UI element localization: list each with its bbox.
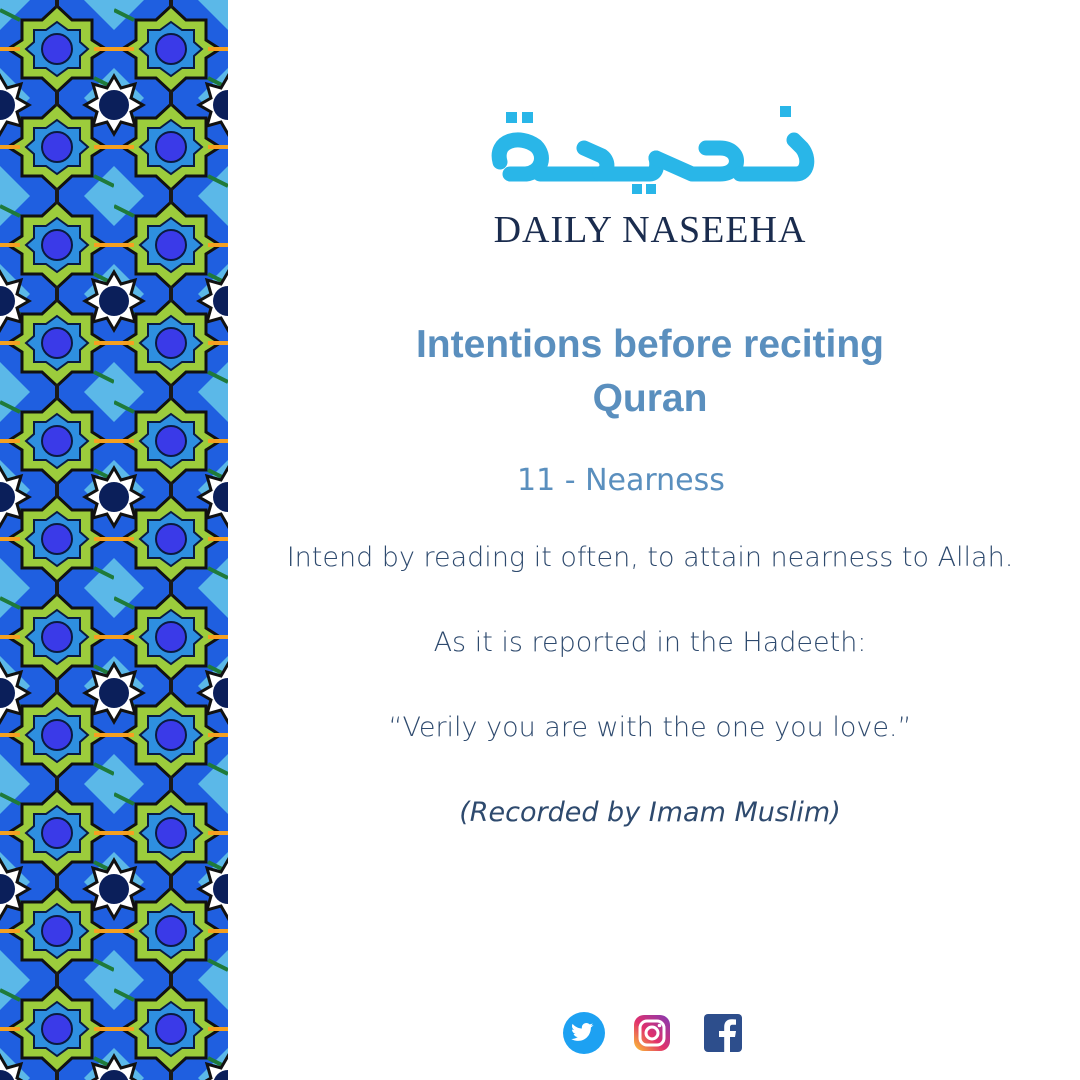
facebook-icon[interactable]: [703, 1012, 743, 1054]
instagram-icon[interactable]: [632, 1012, 672, 1054]
hadeeth-quote: “Verily you are with the one you love.”: [388, 712, 912, 743]
hadeeth-citation: (Recorded by Imam Muslim): [459, 797, 841, 828]
title-line-2: Quran: [592, 377, 708, 420]
daily-naseeha-logo: [470, 100, 830, 260]
twitter-icon[interactable]: [563, 1012, 605, 1054]
body-line-intention: Intend by reading it often, to attain nearness to Allah.: [286, 542, 1014, 573]
body-line-hadeeth-intro: As it is reported in the Hadeeth:: [433, 627, 867, 658]
title-line-1: Intentions before reciting: [415, 323, 885, 366]
post-title: [330, 318, 970, 426]
geometric-pattern-border: [0, 0, 228, 1080]
post-subtitle: 11 - Nearness: [517, 463, 725, 498]
brand-name: DAILY NASEEHA: [493, 209, 807, 251]
arabic-wordmark-logo: [480, 100, 820, 195]
